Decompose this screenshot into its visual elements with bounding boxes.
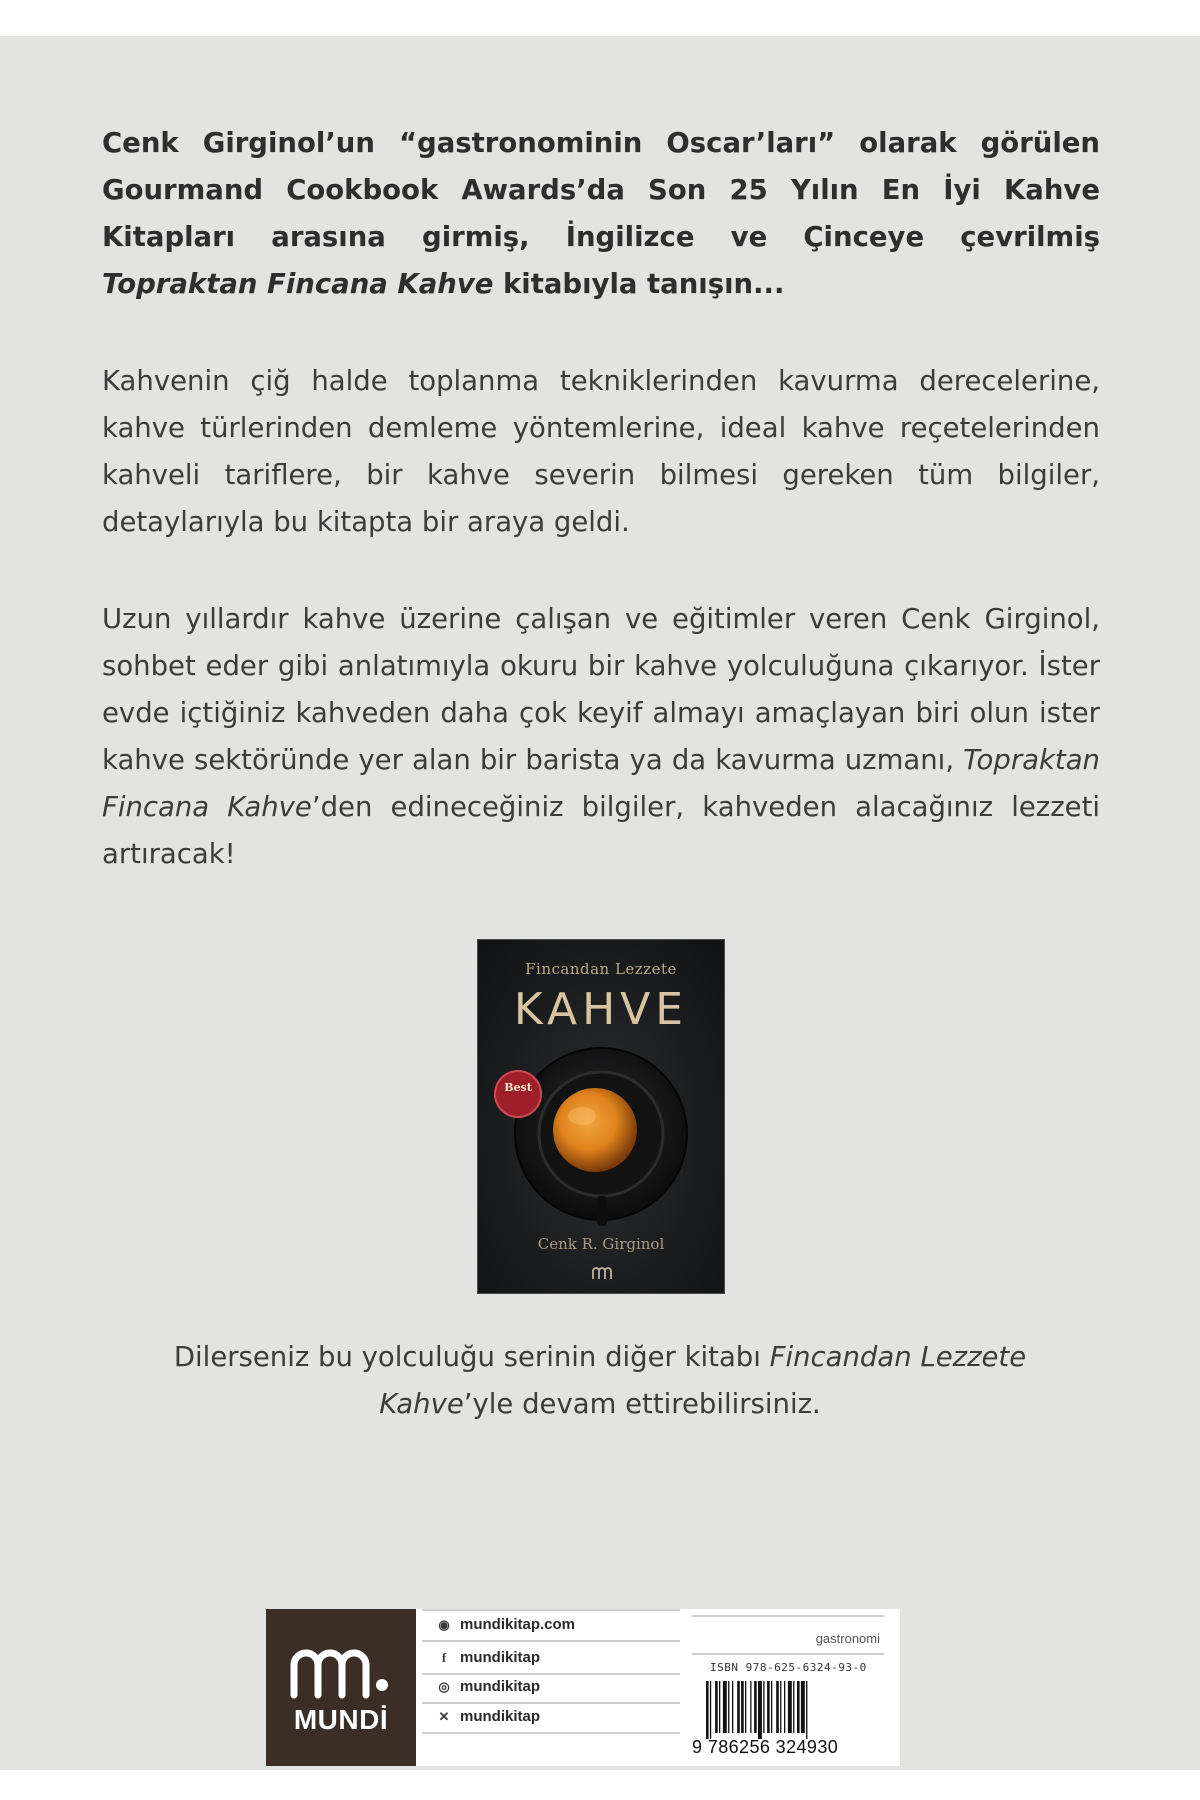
- mini-cover-author: Cenk R. Girginol: [537, 1235, 665, 1253]
- link-text: mundikitap.com: [460, 1616, 576, 1633]
- mini-publisher-logo-icon: [591, 1266, 613, 1280]
- link-text: mundikitap: [460, 1678, 541, 1695]
- instagram-icon: ◎: [438, 1679, 450, 1694]
- intro-text-end: kitabıyla tanışın...: [493, 268, 785, 300]
- intro-paragraph: [102, 120, 1100, 308]
- series-book-cover: [478, 940, 724, 1293]
- publisher-links: [416, 1609, 686, 1766]
- series-note-book-title: Fincandan Lezzete Kahve: [379, 1341, 1027, 1420]
- link-text: mundikitap: [460, 1708, 541, 1725]
- author-book-title: Topraktan Fincana Kahve: [102, 744, 1100, 823]
- intro-text: Cenk Girginol’un “gastronominin Oscar’ları” olarak görülen Gourmand Cookbook Awards’da Son 25 Yılın En İyi Kahve Kitapları arasına girmiş, İngilizce ve Çinceye çevrilmiş: [102, 127, 1100, 253]
- publisher-strip: [266, 1609, 900, 1766]
- x-icon: ✕: [438, 1709, 450, 1724]
- bestseller-badge: [494, 1070, 542, 1118]
- author-paragraph: [102, 596, 1100, 878]
- genre-label: gastronomi: [815, 1631, 880, 1646]
- series-note: [150, 1334, 1050, 1428]
- mundi-logo-icon: [286, 1643, 396, 1699]
- x-link[interactable]: [422, 1703, 680, 1734]
- publisher-brand: [266, 1609, 416, 1766]
- divider: [692, 1615, 884, 1617]
- instagram-link[interactable]: [422, 1673, 680, 1704]
- description-paragraph: Kahvenin çiğ halde toplanma tekniklerinden kavurma derecelerine, kahve türlerinden demleme yöntemlerine, ideal kahve reçetelerinden kahveli tariflere, bir kahve severin bilmesi gereken tüm bilgiler, detaylarıyla bu kitapta bir araya geldi.: [102, 365, 1100, 538]
- publisher-name: MUNDİ: [293, 1704, 389, 1735]
- isbn-number: ISBN 978-625-6324-93-0: [710, 1661, 867, 1674]
- series-note-text: Dilerseniz bu yolculuğu serinin diğer kitabı: [173, 1341, 770, 1373]
- globe-icon: ◉: [438, 1617, 450, 1632]
- author-text-end: ’den edineceğiniz bilgiler, kahveden alacağınız lezzeti artıracak!: [102, 791, 1100, 870]
- mini-cover-subtitle: Fincandan Lezzete: [525, 960, 677, 978]
- facebook-link[interactable]: [422, 1644, 680, 1675]
- link-text: mundikitap: [460, 1649, 541, 1666]
- barcode-digits: 9 786256 324930: [692, 1737, 839, 1757]
- intro-book-title: Topraktan Fincana Kahve: [102, 268, 494, 300]
- badge-label: Best: [504, 1081, 532, 1094]
- divider: [692, 1653, 884, 1655]
- facebook-icon: f: [441, 1650, 447, 1665]
- author-text: Uzun yıllardır kahve üzerine çalışan ve eğitimler veren Cenk Girginol, sohbet eder gibi anlatımıyla okuru bir kahve yolculuğuna çıkarıyor. İster evde içtiğiniz kahveden daha çok keyif almayı amaçlayan biri olun ister kahve sektöründe yer alan bir barista ya da kavurma uzmanı,: [102, 603, 1100, 776]
- mini-cover-title: KAHVE: [513, 984, 689, 1035]
- series-note-text-end: ’yle devam ettirebilirsiniz.: [463, 1388, 821, 1420]
- website-link[interactable]: [422, 1611, 680, 1642]
- barcode: [704, 1681, 882, 1739]
- isbn-block: [686, 1609, 900, 1766]
